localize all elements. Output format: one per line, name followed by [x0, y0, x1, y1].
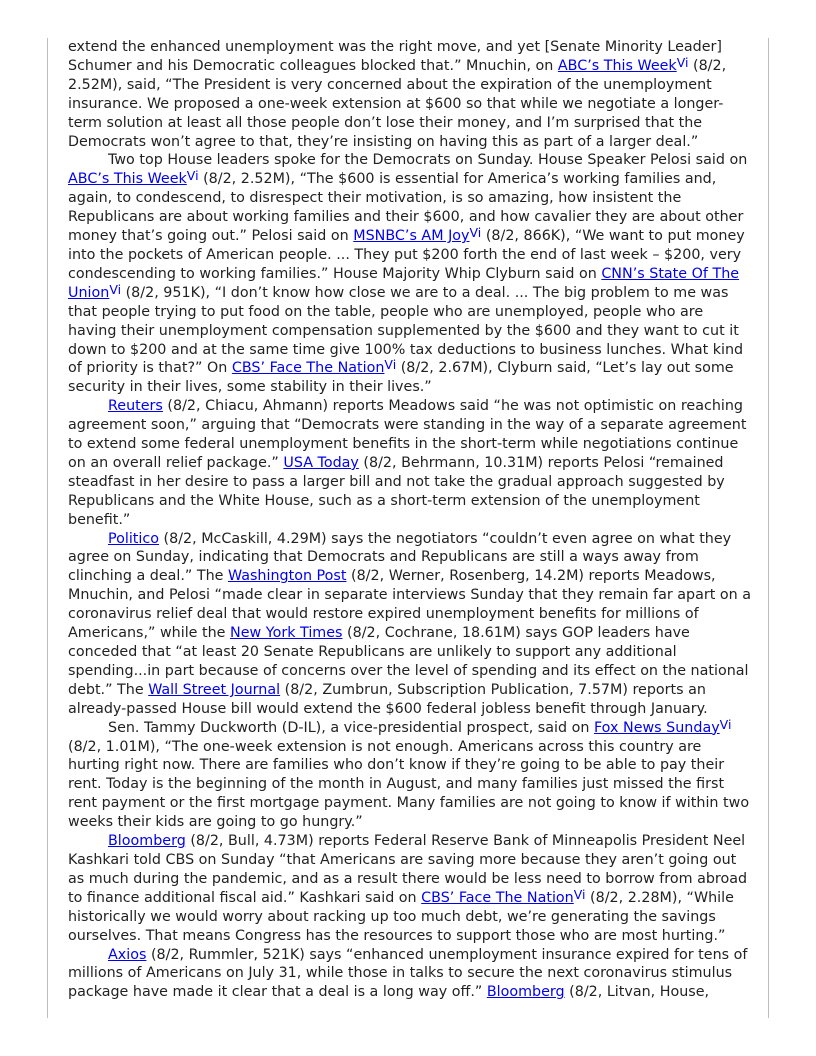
fox-news-sunday-link[interactable]: Fox News Sunday [593, 719, 720, 736]
body-text: Sen. Tammy Duckworth (D-IL), a vice-presidential prospect, said on [108, 719, 594, 736]
left-page-border [47, 38, 48, 1018]
video-indicator[interactable]: Vi [384, 357, 397, 373]
body-text: (8/2, Cochrane, 18.61M) says GOP leaders have conceded that “at least 20 Senate Republicans are unlikely to support any additional spending...in part because of concerns over the level of spending and its effect on the national debt.” The [68, 625, 749, 698]
abc-s-this-week-link[interactable]: ABC’s This Week [68, 171, 187, 188]
body-text: (8/2, McCaskill, 4.29M) says the negotiators “couldn’t even agree on what they agree on Sunday, indicating that Democrats and Republicans are still a ways away from clinching a deal.” The [68, 530, 732, 585]
video-indicator[interactable]: Vi [186, 168, 199, 184]
reuters-link[interactable]: Reuters [108, 398, 163, 415]
article-body [68, 38, 752, 1002]
video-indicator[interactable]: Vi [719, 716, 732, 732]
washington-post-link[interactable]: Washington Post [227, 568, 347, 585]
body-text: (8/2, Zumbrun, Subscription Publication, 7.57M) reports an already-passed House bill would extend the $600 federal jobless benefit through January. [68, 681, 708, 717]
body-text: (8/2, Litvan, House, [564, 984, 710, 1001]
body-text: (8/2, 2.52M), said, “The President is very concerned about the expiration of the unemployment insurance. We proposed a one-week extension at $600 so that while we negotiate a longer-term solution at least all those people don’t lose their money, and I’m surprised that the Democrats won’t agree to that, they’re insisting on having this as part of a larger deal.” [68, 57, 727, 150]
msnbc-s-am-joy-link[interactable]: MSNBC’s AM Joy [353, 228, 470, 245]
cbs-face-the-nation-link[interactable]: CBS’ Face The Nation [231, 360, 385, 377]
video-indicator[interactable]: Vi [469, 225, 482, 241]
body-text: extend the enhanced unemployment was the right move, and yet [Senate Minority Leader] Schumer and his Democratic colleagues blocked that.” Mnuchin, on [68, 39, 722, 74]
right-page-border [768, 38, 769, 1018]
article-paragraph [68, 716, 752, 832]
politico-link[interactable]: Politico [108, 530, 159, 547]
article-paragraph [68, 832, 752, 945]
article-paragraph [68, 946, 752, 1003]
body-text: (8/2, Rummler, 521K) says “enhanced unemployment insurance expired for tens of millions of Americans on July 31, while those in talks to secure the next coronavirus stimulus package have made it clear that a deal is a long way off.” [68, 946, 748, 1001]
video-indicator[interactable]: Vi [109, 281, 122, 297]
body-text: (8/2, Bull, 4.73M) reports Federal Reserve Bank of Minneapolis President Neel Kashkari told CBS on Sunday “that Americans are saving more because they aren’t going out as much during the pandemic, and as a result there would be less need to borrow from abroad to finance additional fiscal aid.” Kashkari said on [68, 833, 748, 906]
body-text: (8/2, 2.52M), “The $600 is essential for America’s working families and, again, to condescend, to disrespect their motivation, is so amazing, how insistent the Republicans are about working families and their $600, and how cavalier they are about other money that’s going out.” Pelosi said on [68, 171, 744, 245]
article-paragraph [68, 38, 752, 151]
wall-street-journal-link[interactable]: Wall Street Journal [148, 681, 281, 698]
axios-link[interactable]: Axios [108, 946, 147, 963]
body-text: Two top House leaders spoke for the Democrats on Sunday. House Speaker Pelosi said on [108, 152, 748, 169]
cbs-face-the-nation-link[interactable]: CBS’ Face The Nation [421, 889, 574, 906]
article-paragraph [68, 397, 752, 529]
bloomberg-link[interactable]: Bloomberg [108, 833, 186, 850]
cnn-s-state-of-the-union-link[interactable]: CNN’s State Of The Union [68, 265, 740, 301]
article-paragraph [68, 151, 752, 397]
body-text: (8/2, 2.28M), “While historically we would worry about racking up too much debt, we’re generating the savings ourselves. That means Congress has the resources to support those who are most hurting.” [68, 889, 734, 944]
body-text: (8/2, Werner, Rosenberg, 14.2M) reports Meadows, Mnuchin, and Pelosi “made clear in separate interviews Sunday that they remain far apart on a coronavirus relief deal that would restore expired unemployment benefits for millions of Americans,” while the [68, 568, 751, 642]
article-paragraph [68, 530, 752, 719]
body-text: (8/2, 951K), “I don’t know how close we are to a deal. ... The big problem to me was that people trying to put food on the table, people who are unemployed, people who are having their unemployment compensation supplemented by the $600 and they want to cut it down to $200 and at the same time give 100% tax deductions to business lunches. What kind of priority is that?” On [68, 284, 744, 377]
new-york-times-link[interactable]: New York Times [230, 625, 343, 642]
bloomberg-link[interactable]: Bloomberg [486, 984, 565, 1001]
usa-today-link[interactable]: USA Today [283, 454, 359, 471]
video-indicator[interactable]: Vi [573, 886, 586, 902]
body-text: (8/2, Behrmann, 10.31M) reports Pelosi “remained steadfast in her desire to pass a larger bill and not take the gradual approach suggested by Republicans and the White House, such as a short-term extension of the unemployment benefit.” [68, 454, 725, 528]
body-text: (8/2, 2.67M), Clyburn said, “Let’s lay out some security in their lives, some stability in their lives.” [68, 360, 734, 396]
abc-s-this-week-link[interactable]: ABC’s This Week [557, 57, 677, 74]
body-text: (8/2, Chiacu, Ahmann) reports Meadows said “he was not optimistic on reaching agreement soon,” arguing that “Democrats were standing in the way of a separate agreement to extend some federal unemployment benefits in the short-term while negotiations continue on an overall relief package.” [68, 398, 747, 471]
body-text: (8/2, 1.01M), “The one-week extension is not enough. Americans across this country are hurting right now. There are families who don’t know if they’re going to be able to pay their rent. Today is the beginning of the month in August, and many families just missed the first rent payment or the first mortgage payment. Many families are not going to know if within two weeks their kids are going to go hungry.” [68, 738, 750, 831]
body-text: (8/2, 866K), “We want to put money into the pockets of American people. ... They put $200 forth the end of last week – $200, very condescending to working families.” House Majority Whip Clyburn said on [68, 228, 745, 282]
video-indicator[interactable]: Vi [676, 54, 689, 70]
